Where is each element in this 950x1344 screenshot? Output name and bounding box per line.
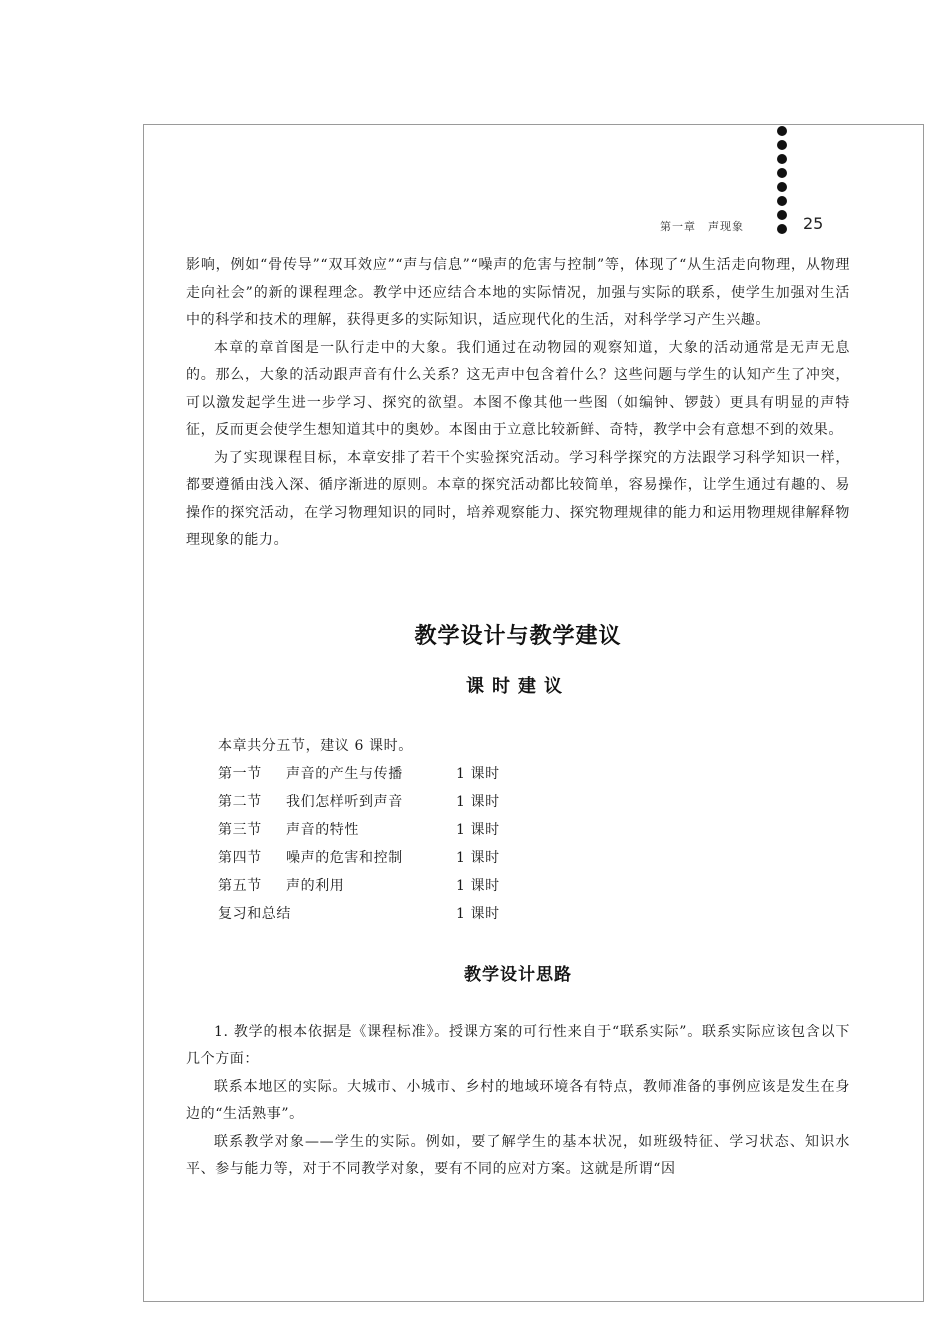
schedule-section: 第二节 xyxy=(218,793,262,810)
schedule-row xyxy=(218,872,850,900)
schedule-section: 第五节 xyxy=(218,877,262,894)
paragraph: 1. 教学的根本依据是《课程标准》。授课方案的可行性来自于“联系实际”。联系实际应该包含以下几个方面： xyxy=(186,1023,850,1067)
schedule-row xyxy=(218,788,850,816)
dot-icon xyxy=(777,182,787,192)
dot-icon xyxy=(777,168,787,178)
schedule-section: 第三节 xyxy=(218,821,262,838)
schedule-hours: 1 课时 xyxy=(456,793,500,810)
schedule-intro: 本章共分五节，建议 6 课时。 xyxy=(218,737,413,754)
page-number: 25 xyxy=(803,214,824,233)
schedule-hours: 1 课时 xyxy=(456,877,500,894)
schedule-title: 声的利用 xyxy=(286,877,345,894)
schedule-row xyxy=(218,816,850,844)
schedule-hours: 1 课时 xyxy=(456,821,500,838)
schedule-section: 第一节 xyxy=(218,765,262,782)
schedule-row xyxy=(218,900,850,928)
dot-icon xyxy=(777,126,787,136)
schedule-section: 第四节 xyxy=(218,849,262,866)
dot-icon xyxy=(777,210,787,220)
schedule-row xyxy=(218,844,850,872)
decorative-dots xyxy=(777,126,789,238)
schedule-title: 声音的特性 xyxy=(286,821,359,838)
lesson-schedule xyxy=(186,732,850,928)
running-head: 第一章 声现象 xyxy=(660,220,744,233)
schedule-title: 噪声的危害和控制 xyxy=(286,849,403,866)
dot-icon xyxy=(777,224,787,234)
schedule-title: 声音的产生与传播 xyxy=(286,765,403,782)
page-content xyxy=(186,252,850,1184)
paragraph: 联系教学对象——学生的实际。例如，要了解学生的基本状况，如班级特征、学习状态、知识水平、参与能力等，对于不同教学对象，要有不同的应对方案。这就是所谓“因 xyxy=(186,1133,850,1177)
schedule-hours: 1 课时 xyxy=(456,905,500,922)
schedule-row xyxy=(218,760,850,788)
paragraph: 影响，例如“骨传导”“双耳效应”“声与信息”“噪声的危害与控制”等，体现了“从生活走向物理，从物理走向社会”的新的课程理念。教学中还应结合本地的实际情况，加强与实际的联系，使学生加强对生活中的科学和技术的理解，获得更多的实际知识，适应现代化的生活，对科学学习产生兴趣。 xyxy=(186,257,850,328)
schedule-title: 我们怎样听到声音 xyxy=(286,793,403,810)
dot-icon xyxy=(777,154,787,164)
dot-icon xyxy=(777,196,787,206)
section-title: 教学设计与教学建议 xyxy=(414,623,622,649)
subsection-title: 教学设计思路 xyxy=(464,964,572,985)
paragraph: 本章的章首图是一队行走中的大象。我们通过在动物园的观察知道，大象的活动通常是无声无息的。那么，大象的活动跟声音有什么关系？这无声中包含着什么？这些问题与学生的认知产生了冲突，可以激发起学生进一步学习、探究的欲望。本图不像其他一些图（如编钟、锣鼓）更具有明显的声特征，反而更会使学生想知道其中的奥妙。本图由于立意比较新鲜、奇特，教学中会有意想不到的效果。 xyxy=(186,339,850,438)
schedule-hours: 1 课时 xyxy=(456,849,500,866)
paragraph: 联系本地区的实际。大城市、小城市、乡村的地域环境各有特点，教师准备的事例应该是发生在身边的“生活熟事”。 xyxy=(186,1078,850,1122)
schedule-section: 复习和总结 xyxy=(218,905,291,922)
schedule-hours: 1 课时 xyxy=(456,765,500,782)
dot-icon xyxy=(777,140,787,150)
paragraph: 为了实现课程目标，本章安排了若干个实验探究活动。学习科学探究的方法跟学习科学知识一样，都要遵循由浅入深、循序渐进的原则。本章的探究活动都比较简单，容易操作，让学生通过有趣的、易操作的探究活动，在学习物理知识的同时，培养观察能力、探究物理规律的能力和运用物理规律解释物理现象的能力。 xyxy=(186,449,850,548)
subsection-title: 课时建议 xyxy=(466,675,570,697)
